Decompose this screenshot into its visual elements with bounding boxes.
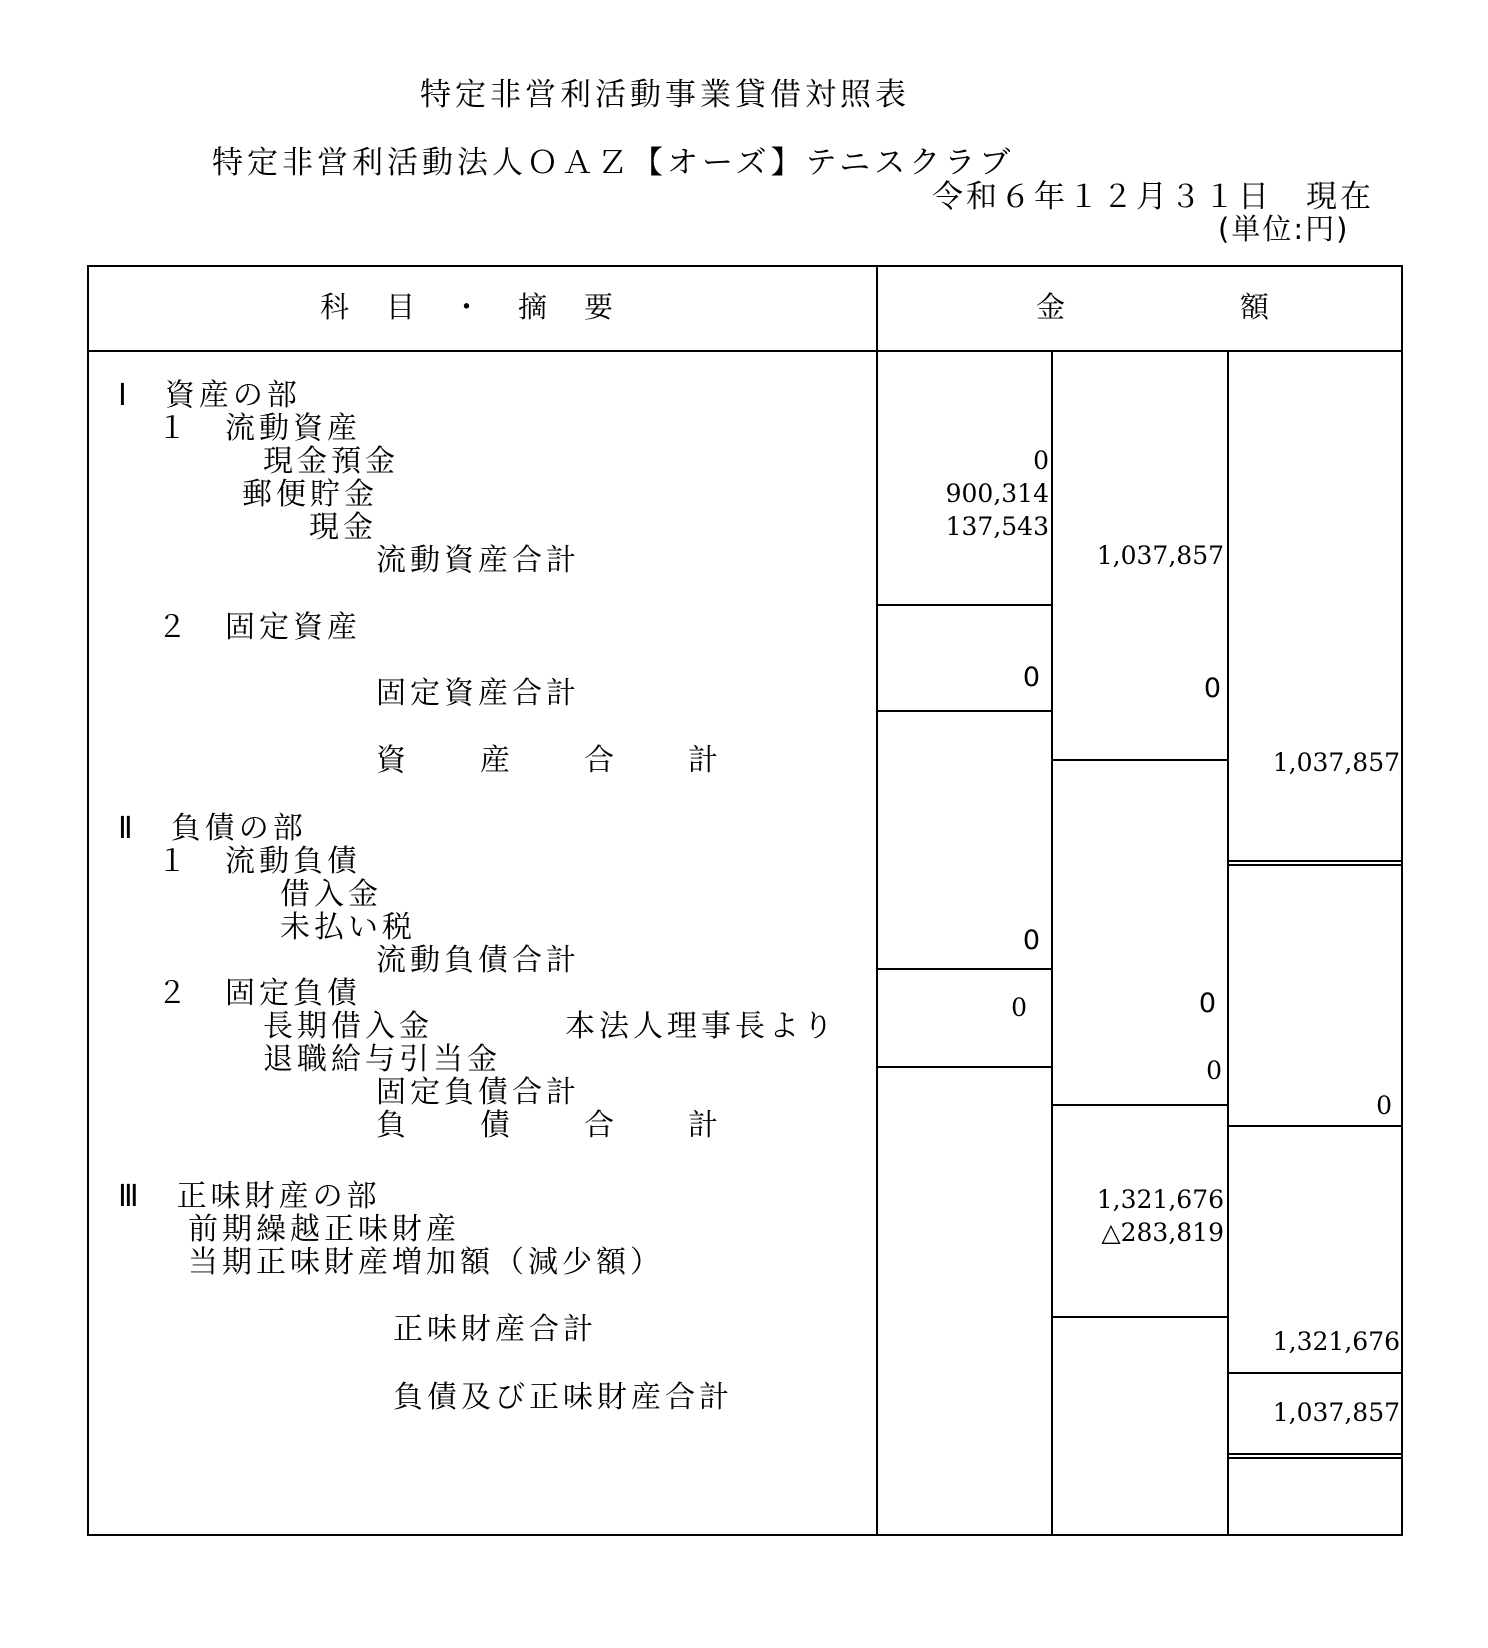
label-retirement-allowance: 退職給与引当金 (263, 1042, 501, 1077)
value-prior-net-assets: 1,321,676 (1096, 1185, 1224, 1214)
value-fixed-liabilities-total: 0 (1206, 1056, 1222, 1085)
label-long-term-loan-note: 本法人理事長より (565, 1009, 837, 1044)
label-current-liabilities-total: 流動負債合計 (376, 943, 580, 978)
label-prior-net-assets: 前期繰越正味財産 (188, 1212, 460, 1247)
section-net-assets: Ⅲ 正味財産の部 (118, 1179, 381, 1214)
label-net-assets-total: 正味財産合計 (393, 1312, 597, 1347)
rule (876, 968, 1052, 970)
report-date: 令和６年１２月３１日 現在 (932, 179, 1374, 215)
label-fixed-liabilities-total: 固定負債合計 (376, 1075, 580, 1110)
rule (1227, 1125, 1403, 1127)
label-assets-total: 資 産 合 計 (376, 743, 740, 778)
rule (876, 710, 1052, 712)
label-long-term-loan: 長期借入金 (263, 1009, 433, 1044)
rule (1051, 1104, 1228, 1106)
header-amount: 金 額 (1036, 290, 1292, 324)
rule (1227, 860, 1403, 862)
rule (876, 1066, 1052, 1068)
value-fixed-assets-total: 0 (1203, 673, 1221, 704)
section-liabilities: Ⅱ 負債の部 (118, 811, 307, 846)
rule (1051, 759, 1228, 761)
label-postal-savings: 郵便貯金 (242, 477, 378, 512)
value-net-assets-change: △283,819 (1101, 1218, 1224, 1247)
label-current-assets-total: 流動資産合計 (376, 543, 580, 578)
value-postal-savings: 900,314 (945, 479, 1049, 508)
organization-name: 特定非営利活動法人ＯＡＺ【オーズ】テニスクラブ (212, 145, 1015, 181)
label-fixed-liabilities: ２ 固定負債 (157, 976, 361, 1011)
value-liabilities-total: 0 (1376, 1091, 1392, 1120)
value-cash: 137,543 (945, 512, 1049, 541)
header-rule (87, 350, 1403, 352)
label-cash: 現金 (309, 510, 377, 545)
value-fixed-assets-col1: 0 (1022, 662, 1040, 693)
label-liabilities-and-net-assets-total: 負債及び正味財産合計 (393, 1380, 733, 1415)
value-long-term-loan: 0 (1011, 993, 1027, 1022)
label-loan: 借入金 (280, 877, 382, 912)
label-current-liabilities: １ 流動負債 (157, 844, 361, 879)
rule (1227, 1453, 1403, 1455)
label-net-assets-change: 当期正味財産増加額（減少額） (188, 1245, 664, 1280)
rule (876, 604, 1052, 606)
value-cash-deposits: 0 (1033, 446, 1049, 475)
rule (1227, 1457, 1403, 1459)
section-assets: Ⅰ 資産の部 (118, 378, 301, 413)
label-liabilities-total: 負 債 合 計 (376, 1108, 740, 1143)
value-current-assets-total: 1,037,857 (1096, 541, 1224, 570)
unit-label: (単位:円) (1218, 212, 1350, 246)
value-current-liabilities-total: 0 (1022, 925, 1040, 956)
amount-col-divider-2 (1227, 350, 1229, 1536)
value-fixed-liabilities-col2: 0 (1198, 988, 1216, 1019)
subject-amount-divider (876, 265, 878, 1536)
rule (1051, 1316, 1228, 1318)
header-subject: 科 目 ・ 摘 要 (320, 290, 618, 324)
value-liabilities-and-net-assets-total: 1,037,857 (1272, 1398, 1400, 1427)
label-unpaid-tax: 未払い税 (280, 910, 416, 945)
document-title: 特定非営利活動事業貸借対照表 (420, 77, 910, 113)
rule (1227, 864, 1403, 866)
label-cash-deposits: 現金預金 (263, 444, 399, 479)
value-assets-total: 1,037,857 (1272, 748, 1400, 777)
label-fixed-assets-total: 固定資産合計 (376, 676, 580, 711)
label-fixed-assets: ２ 固定資産 (157, 610, 361, 645)
rule (1227, 1372, 1403, 1374)
value-net-assets-total: 1,321,676 (1272, 1327, 1400, 1356)
amount-col-divider-1 (1051, 350, 1053, 1536)
label-current-assets: １ 流動資産 (157, 411, 361, 446)
